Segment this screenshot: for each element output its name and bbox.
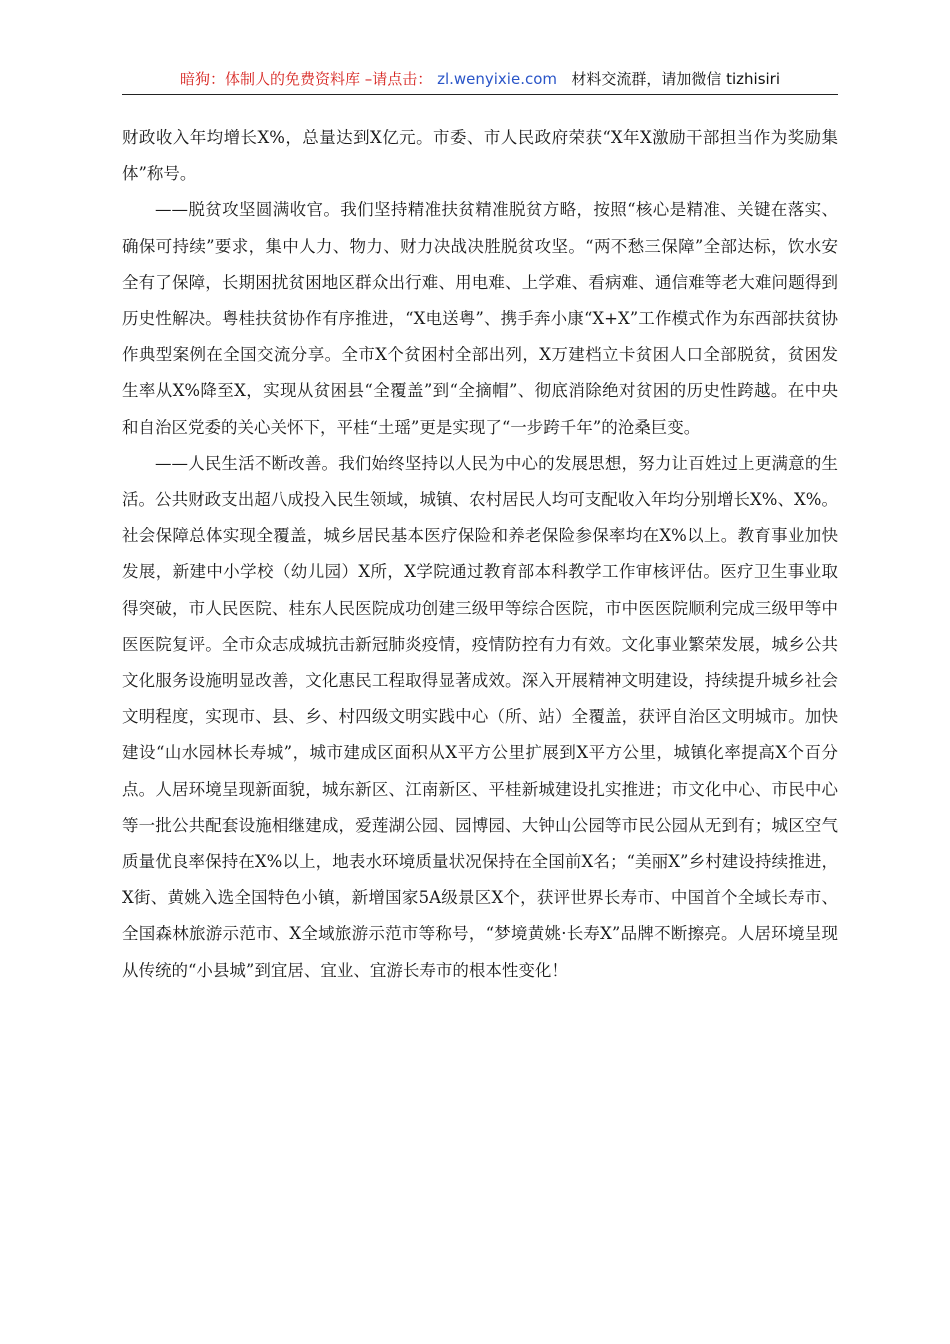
paragraph-people-livelihood: ——人民生活不断改善。我们始终坚持以人民为中心的发展思想，努力让百姓过上更满意的生活。公共财政支出超八成投入民生领域，城镇、农村居民人均可支配收入年均分别增长X%、X%。社会保障总体实现全覆盖，城乡居民基本医疗保险和养老保险参保率均在X%以上。教育事业加快发展，新建中小学校（幼儿园）X所，X学院通过教育部本科教学工作审核评估。医疗卫生事业取得突破，市人民医院、桂东人民医院成功创建三级甲等综合医院，市中医医院顺利完成三级甲等中医医院复评。全市众志成城抗击新冠肺炎疫情，疫情防控有力有效。文化事业繁荣发展，城乡公共文化服务设施明显改善，文化惠民工程取得显著成效。深入开展精神文明建设，持续提升城乡社会文明程度，实现市、县、乡、村四级文明实践中心（所、站）全覆盖，获评自治区文明城市。加快建设“山水园林长寿城”，城市建成区面积从X平方公里扩展到X平方公里，城镇化率提高X个百分点。人居环境呈现新面貌，城东新区、江南新区、平桂新城建设扎实推进；市文化中心、市民中心等一批公共配套设施相继建成，爱莲湖公园、园博园、大钟山公园等市民公园从无到有；城区空气质量优良率保持在X%以上，地表水环境质量状况保持在全国前X名；“美丽X”乡村建设持续推进，X街、黄姚入选全国特色小镇，新增国家5A级景区X个，获评世界长寿市、中国首个全域长寿市、全国森林旅游示范市、X全域旅游示范市等称号，“梦境黄姚·长寿X”品牌不断擦亮。人居环境呈现从传统的“小县城”到宜居、宜业、宜游长寿市的根本性变化！ [122,453,838,980]
header-url-link[interactable]: zl.wenyixie.com [437,70,558,88]
header-click-prompt: 请点击： [372,70,433,88]
paragraph-poverty-alleviation: ——脱贫攻坚圆满收官。我们坚持精准扶贫精准脱贫方略，按照“核心是精准、关键在落实、确保可持续”要求，集中人力、物力、财力决战决胜脱贫攻坚。“两不愁三保障”全部达标，饮水安全有了保障，长期困扰贫困地区群众出行难、用电难、上学难、看病难、通信难等老大难问题得到历史性解决。粤桂扶贫协作有序推进，“X电送粤”、携手奔小康“X+X”工作模式作为东西部扶贫协作典型案例在全国交流分享。全市X个贫困村全部出列，X万建档立卡贫困人口全部脱贫，贫困发生率从X%降至X，实现从贫困县“全覆盖”到“全摘帽”、彻底消除绝对贫困的历史性跨越。在中央和自治区党委的关心关怀下，平桂“土瑶”更是实现了“一步跨千年”的沧桑巨变。 [122,200,838,437]
document-body [122,120,838,989]
paragraph-continuation: 财政收入年均增长X%，总量达到X亿元。市委、市人民政府荣获“X年X激励干部担当作为奖励集体”称号。 [122,128,838,184]
page-header [122,64,838,95]
header-wechat-note: 材料交流群，请加微信 tizhisiri [571,70,781,88]
header-brand: 暗狗：体制人的免费资料库 [179,70,360,88]
header-separator: – [364,70,373,88]
